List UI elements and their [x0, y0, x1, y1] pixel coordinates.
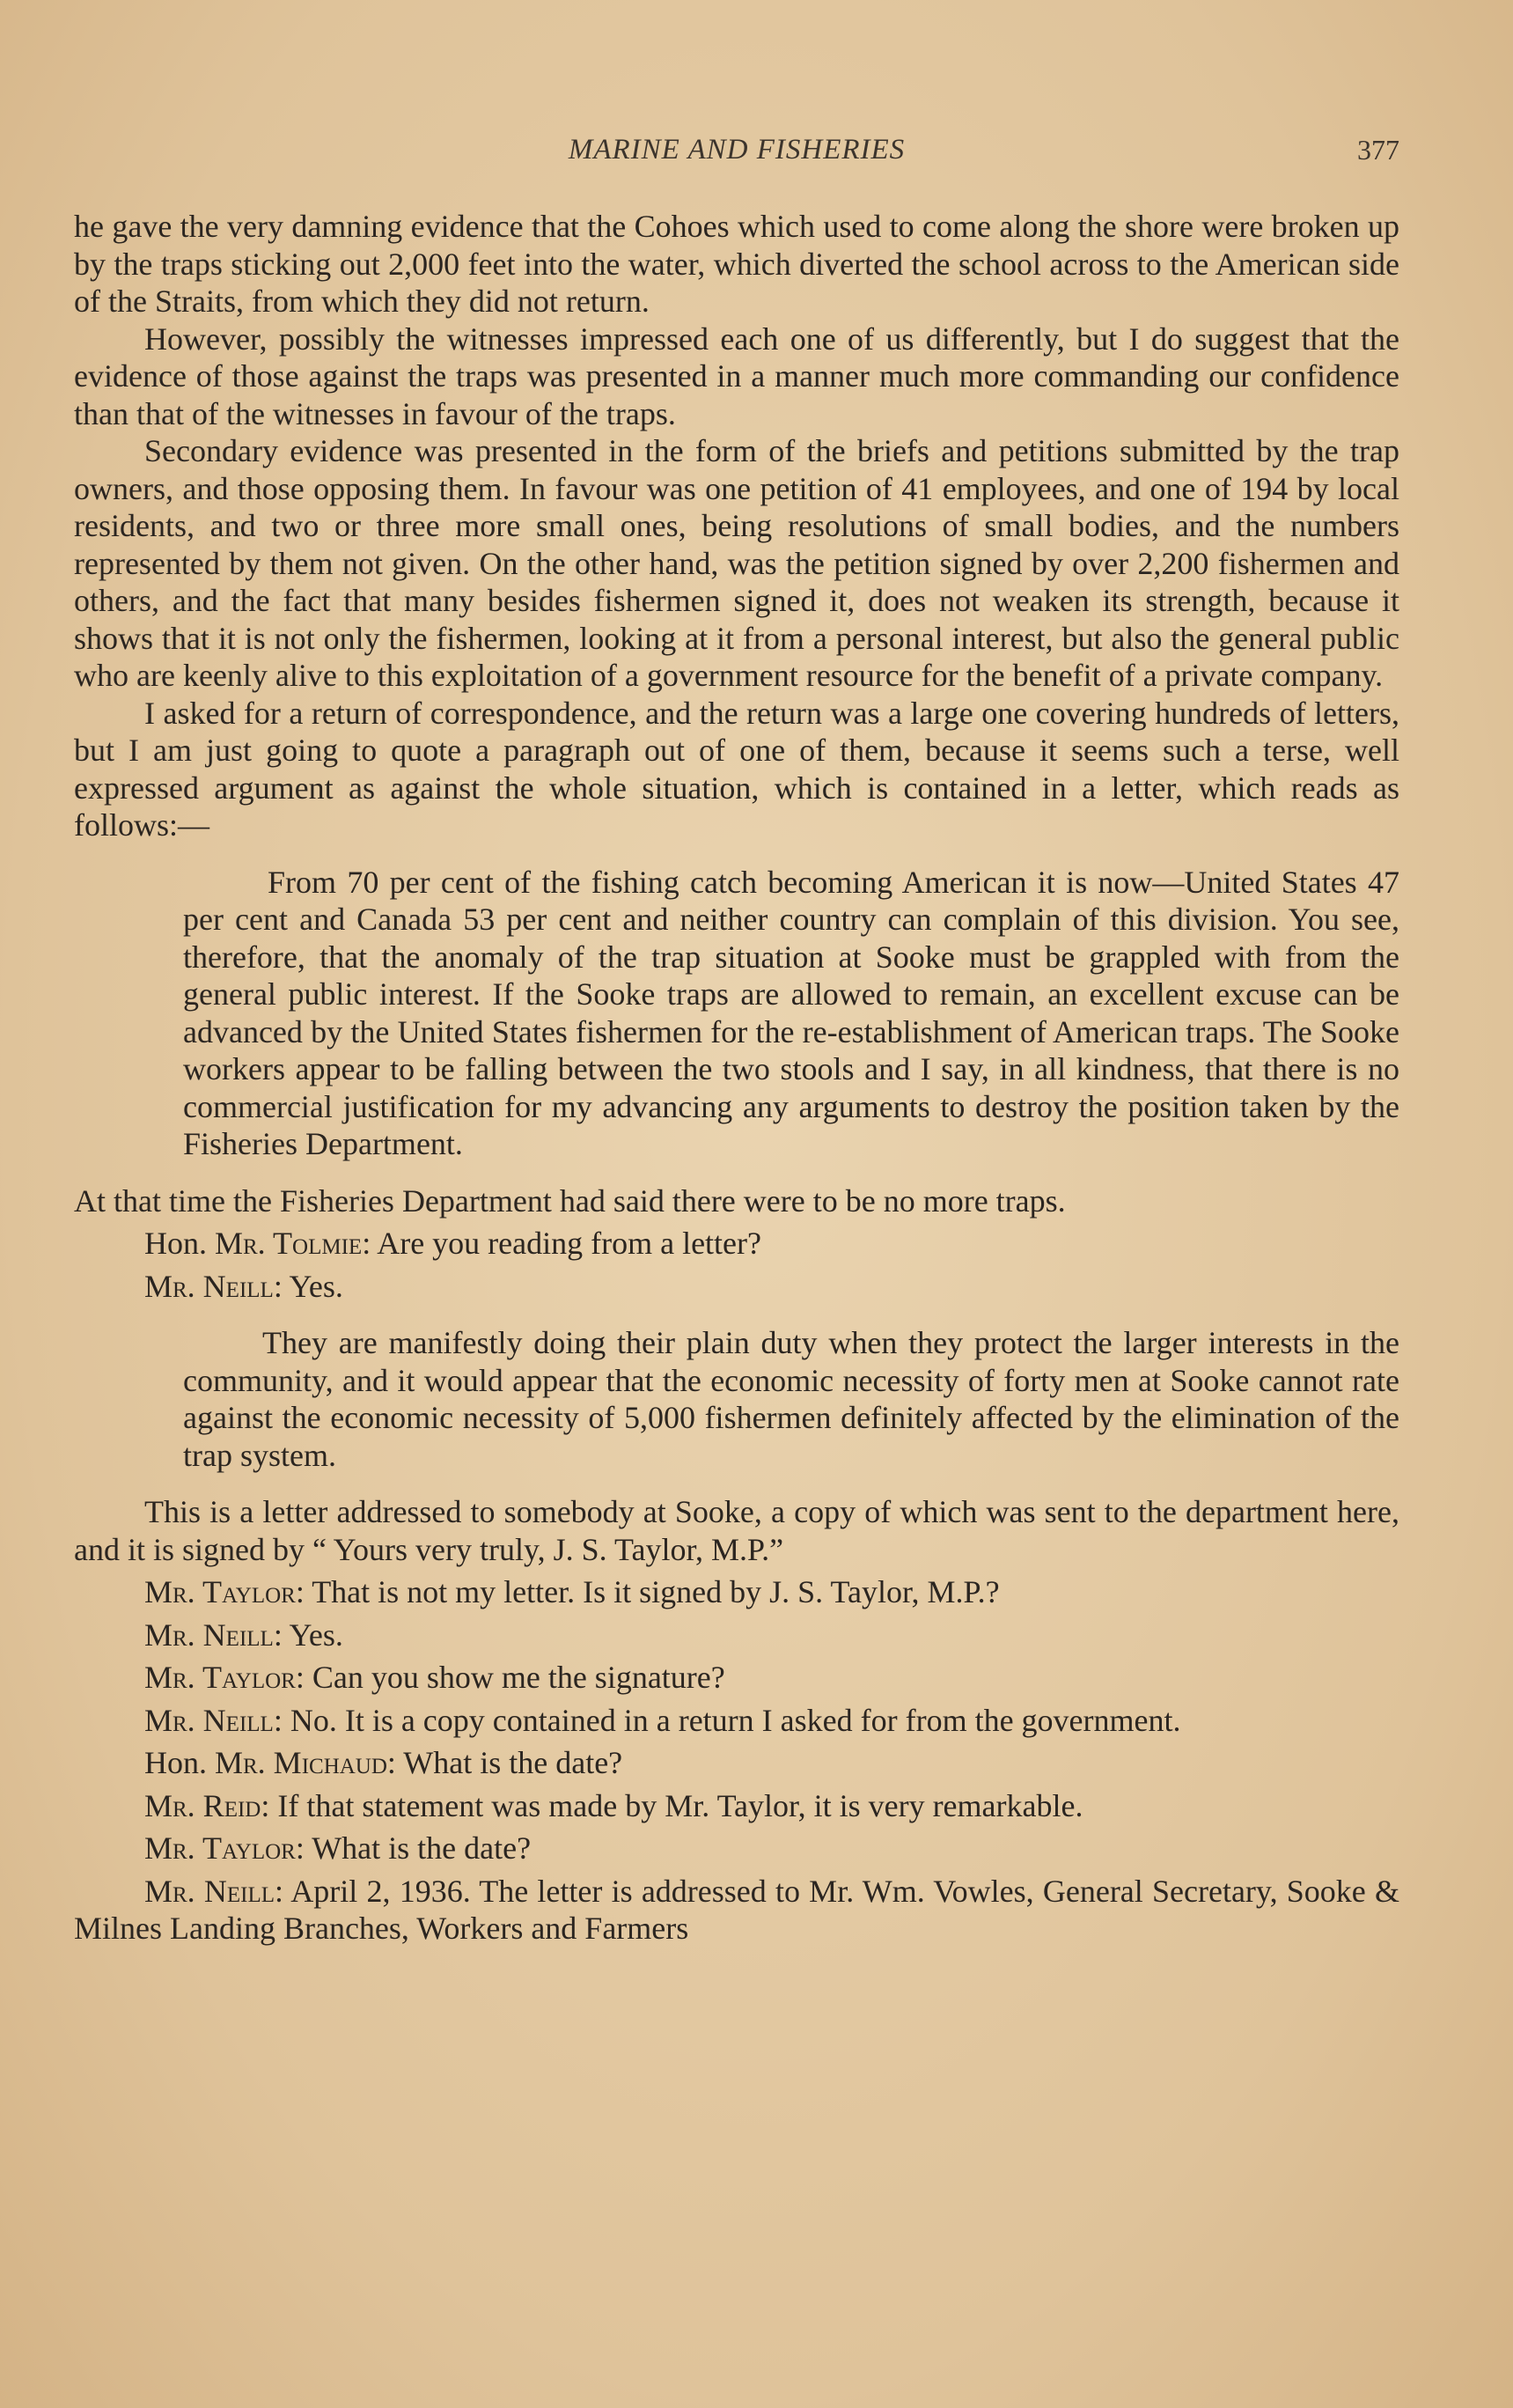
speech-line [74, 1873, 1399, 1948]
speech-text: : No. It is a copy contained in a return I asked for from the government. [273, 1702, 1181, 1738]
speech-text: : Yes. [273, 1268, 343, 1304]
speech-line [74, 1225, 1399, 1263]
speech-text: : What is the date? [386, 1745, 623, 1780]
speech-line [74, 1744, 1399, 1782]
speaker-name: Mr. Taylor [144, 1660, 296, 1695]
paragraph-fisheries-department: At that time the Fisheries Department had said there were to be no more traps. [74, 1182, 1066, 1219]
speech-prefix: Hon. [144, 1226, 215, 1261]
speaker-name: Mr. Neill [144, 1702, 274, 1738]
speech-line [74, 1268, 1399, 1306]
speaker-name: Mr. Tolmie [215, 1226, 363, 1261]
speech-line [74, 1702, 1399, 1740]
speaker-name: Mr. Taylor [144, 1574, 296, 1609]
speaker-name: Mr. Reid [144, 1787, 261, 1823]
speech-line [74, 1573, 1399, 1611]
block-quote-letter-1: From 70 per cent of the fishing catch becoming American it is now—United States 47 per cent and Canada 53 per cent and neither country can complain of this division. You see, therefore, that the anomaly of the trap situation at Sooke must be grappled with from the general public interest. If the Sooke traps are allowed to remain, an excellent excuse can be advanced by the United States fishermen for the re-establishment of American traps. The Sooke workers appear to be falling between the two stools and I say, in all kindness, that there is no commercial justification for my advancing any arguments to destroy the position taken by the Fisheries Department. [183, 864, 1399, 1161]
paragraph-secondary-evidence: Secondary evidence was presented in the form of the briefs and petitions submitted by the trap owners, and those opposing them. In favour was one petition of 41 employees, and one of 194 by local residents, and two or three more small ones, being resolutions of small bodies, and the numbers represented by them not given. On the other hand, was the petition signed by over 2,200 fishermen and others, and the fact that many besides fishermen signed it, does not weaken its strength, because it shows that it is not only the fishermen, looking at it from a personal interest, but also the general public who are keenly alive to this exploitation of a government resource for the benefit of a private company. [74, 433, 1399, 693]
speech-prefix: Hon. [144, 1745, 215, 1780]
speaker-name: Mr. Neill [144, 1873, 275, 1909]
running-title: MARINE AND FISHERIES [568, 134, 906, 166]
speech-text: : Are you reading from a letter? [362, 1226, 762, 1261]
speech-line [74, 1787, 1399, 1825]
speech-text: : What is the date? [295, 1830, 532, 1866]
speaker-name: Mr. Neill [144, 1616, 274, 1653]
speech-text: : Yes. [273, 1616, 343, 1653]
speaker-name: Mr. Neill [144, 1268, 274, 1304]
speaker-name: Mr. Taylor [144, 1830, 296, 1866]
paragraph-return-request: I asked for a return of correspondence, and the return was a large one covering hundreds of letters, but I am just going to quote a paragraph out of one of them, because it seems such a terse, well expressed argument as against the whole situation, which is contained in a letter, which reads as follows:— [74, 695, 1399, 843]
speech-line [74, 1659, 1399, 1697]
speech-text: : Can you show me the signature? [295, 1660, 725, 1695]
page-number: 377 [1357, 134, 1399, 166]
body-text [74, 208, 1399, 1948]
page-header [74, 134, 1399, 173]
document-page [74, 0, 1399, 2408]
paragraph-letter-signed: This is a letter addressed to somebody at Sooke, a copy of which was sent to the department here, and it is signed by “ Yours very truly, J. S. Taylor, M.P.” [74, 1494, 1399, 1567]
speaker-name: Mr. Michaud [215, 1745, 387, 1780]
speech-text: : That is not my letter. Is it signed by J. S. Taylor, M.P.? [295, 1574, 1000, 1609]
speech-line [74, 1616, 1399, 1654]
speech-text: : If that statement was made by Mr. Taylor, it is very remarkable. [261, 1787, 1083, 1823]
paragraph-continued: he gave the very damning evidence that the Cohoes which used to come along the shore were broken up by the traps sticking out 2,000 feet into the water, which diverted the school across to the American side of the Straits, from which they did not return. [74, 209, 1399, 319]
speech-text: : April 2, 1936. The letter is addressed to Mr. Wm. Vowles, General Secretary, Sooke & Milnes Landing Branches, Workers and Farmers [74, 1873, 1399, 1946]
block-quote-letter-2: They are manifestly doing their plain duty when they protect the larger interests in the community, and it would appear that the economic necessity of forty men at Sooke cannot rate against the economic necessity of 5,000 fishermen definitely affected by the elimination of the trap system. [183, 1325, 1399, 1473]
paragraph-witnesses: However, possibly the witnesses impressed each one of us differently, but I do suggest that the evidence of those against the traps was presented in a manner much more commanding our confidence than that of the witnesses in favour of the traps. [74, 320, 1399, 431]
speech-line [74, 1830, 1399, 1867]
